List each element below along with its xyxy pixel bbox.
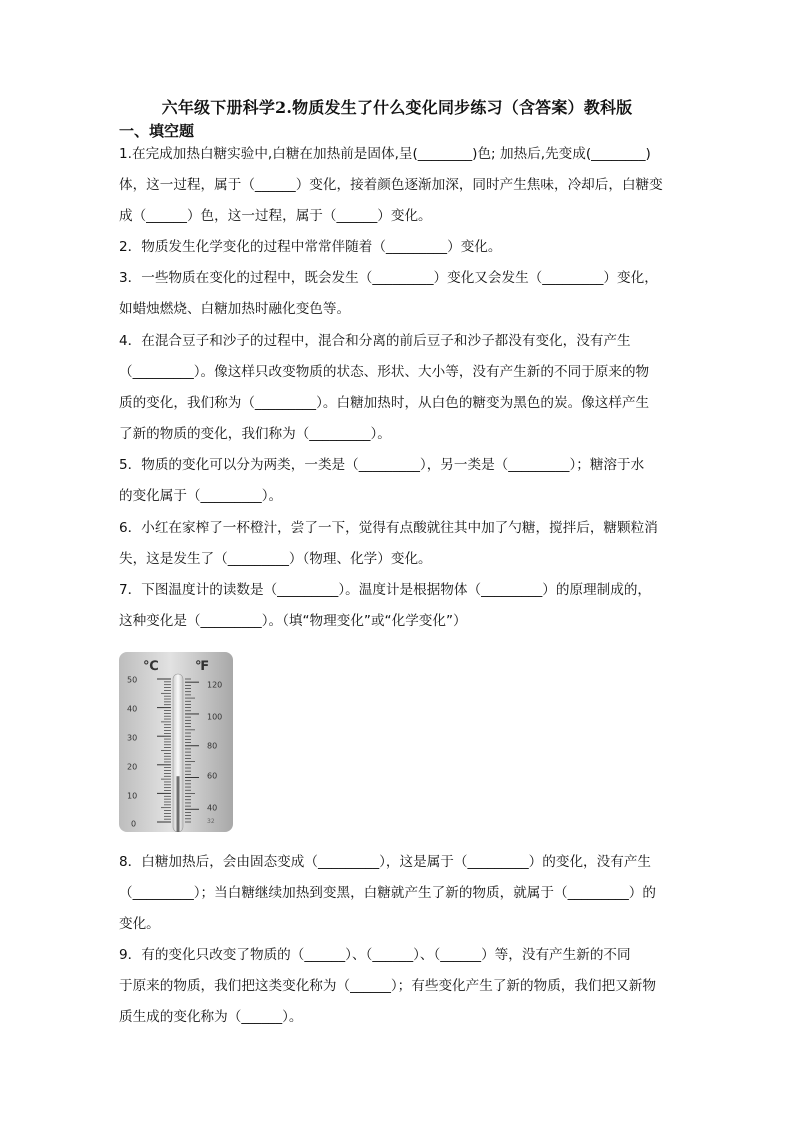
thermometer-figure [119,652,233,832]
celsius-tick-label: 20 [127,762,138,772]
text-line: 的变化属于（_________）。 [119,488,283,504]
celsius-tick-label: 0 [131,819,137,829]
celsius-tick-label: 40 [127,704,138,714]
text-line: 成（______）色，这一过程，属于（______）变化。 [119,208,432,224]
celsius-tick-label: 10 [127,791,138,801]
celsius-tick-label: 50 [127,675,138,685]
text-line: 4．在混合豆子和沙子的过程中，混合和分离的前后豆子和沙子都没有变化，没有产生 [119,333,631,349]
text-line: 质生成的变化称为（______）。 [119,1009,303,1025]
fahrenheit-unit-label: ℉ [195,659,210,674]
text-line: 1.在完成加热白糖实验中,白糖在加热前是固体,呈(________)色; 加热后,先变成(________) [119,146,651,162]
section-heading: 一、填空题 [119,122,195,140]
text-line: 9．有的变化只改变了物质的（______）、（______）、（______）等，没有产生新的不同 [119,947,631,963]
text-line: 8．白糖加热后，会由固态变成（_________），这是属于（_________）的变化，没有产生 [119,854,652,870]
text-line: 6．小红在家榨了一杯橙汁，尝了一下，觉得有点酸就往其中加了勺糖，搅拌后，糖颗粒消 [119,520,658,536]
text-line: 7．下图温度计的读数是（_________）。温度计是根据物体（_________）的原理制成的， [119,582,652,598]
fahrenheit-tick-label: 40 [207,803,218,813]
fahrenheit-tick-label: 100 [207,712,223,722]
text-line: 变化。 [119,916,160,932]
document-title: 六年级下册科学2.物质发生了什么变化同步练习（含答案）教科版 [161,98,633,117]
text-line: 5．物质的变化可以分为两类，一类是（_________），另一类是（_________）；糖溶于水 [119,457,645,473]
celsius-tick-label: 30 [127,733,138,743]
text-line: 3．一些物质在变化的过程中，既会发生（_________）变化又会发生（_________）变化， [119,270,658,286]
fahrenheit-tick-label: 80 [207,741,218,751]
text-line: 了新的物质的变化，我们称为（_________）。 [119,426,391,442]
text-line: （_________）。像这样只改变物质的状态、形状、大小等，没有产生新的不同于原来的物 [119,364,650,380]
text-line: 质的变化，我们称为（_________）。白糖加热时，从白色的糖变为黑色的炭。像这样产生 [119,395,650,411]
text-line: 于原来的物质，我们把这类变化称为（______）；有些变化产生了新的物质，我们把又新物 [119,978,656,994]
thermometer-liquid [177,776,180,832]
text-line: 失，这是发生了（_________）（物理、化学）变化。 [119,551,432,567]
text-line: （_________）；当白糖继续加热到变黑，白糖就产生了新的物质，就属于（_________）的 [119,885,656,901]
text-line: 2．物质发生化学变化的过程中常常伴随着（_________）变化。 [119,239,502,255]
text-line: 如蜡烛燃烧、白糖加热时融化变色等。 [119,301,351,317]
celsius-unit-label: ℃ [143,659,159,674]
fahrenheit-tick-label: 32 [207,818,215,825]
text-line: 体，这一过程，属于（______）变化，接着颜色逐渐加深，同时产生焦味，冷却后，白糖变 [119,177,663,193]
fahrenheit-tick-label: 120 [207,680,223,690]
fahrenheit-tick-label: 60 [207,771,218,781]
text-line: 这种变化是（_________）。（填“物理变化”或“化学变化”） [119,613,467,629]
